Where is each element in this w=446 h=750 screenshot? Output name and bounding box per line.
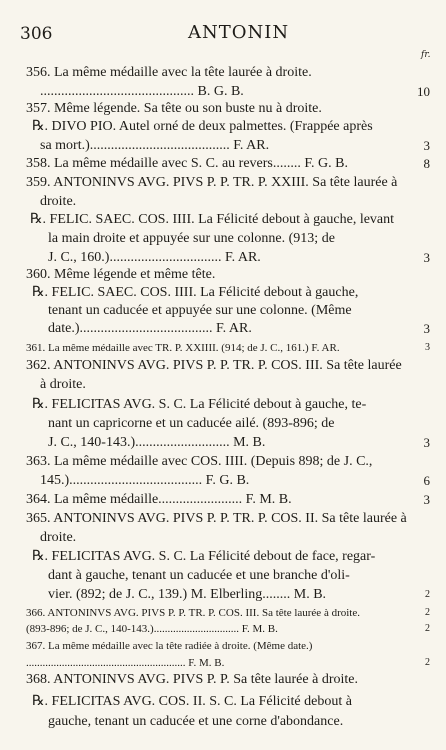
price-value: 3 [423,321,430,336]
text-line: nant un capricorne et un caducée ailé. (893-896; de [48,416,335,431]
text-line: date.)...................................... F. AR. [48,321,252,336]
price-value: 3 [423,435,430,450]
text-line: 362. ANTONINVS AVG. PIVS P. P. TR. P. COS. III. Sa tête laurée [26,358,402,373]
text-line: 363. La même médaille avec COS. IIII. (Depuis 898; de J. C., [26,454,373,469]
price-column-label: fr. [421,50,431,60]
price-value: 3 [423,138,430,153]
text-line: 365. ANTONINVS AVG. PIVS P. P. TR. P. COS. II. Sa tête laurée à [26,511,407,526]
price-value: 6 [423,473,430,488]
price-value: 2 [425,657,430,668]
price-value: 2 [425,607,430,618]
text-line: 359. ANTONINVS AVG. PIVS P. P. TR. P. XXIII. Sa tête laurée à [26,175,398,190]
text-line: 368. ANTONINVS AVG. PIVS P. P. Sa tête laurée à droite. [26,672,358,687]
text-line: dant à gauche, tenant un caducée et une branche d'oli- [48,568,350,583]
price-value: 2 [425,589,430,600]
price-value: 8 [423,156,430,171]
text-line: droite. [40,194,77,209]
text-line: 358. La même médaille avec S. C. au revers........ F. G. B. [26,156,348,171]
text-line: la main droite et appuyée sur une colonne. (913; de [48,231,335,246]
text-line: ℞. FELIC. SAEC. COS. IIII. La Félicité debout à gauche, [32,285,359,300]
text-line: droite. [40,530,77,545]
text-line: ............................................ B. G. B. [40,84,244,99]
price-value: 3 [423,492,430,507]
text-line: vier. (892; de J. C., 139.) M. Elberling........ M. B. [48,587,327,602]
text-line: gauche, tenant un caducée et une corne d'abondance. [48,714,344,729]
page-number: 306 [20,24,53,44]
text-line: 145.)...................................... F. G. B. [40,473,250,488]
text-line: 364. La même médaille........................ F. M. B. [26,492,292,507]
text-line: ℞. DIVO PIO. Autel orné de deux palmettes. (Frappée après [32,119,373,134]
text-line: 361. La même médaille avec TR. P. XXIIII. (914; de J. C., 161.) F. AR. [26,342,340,354]
text-line: J. C., 140-143.)........................... M. B. [48,435,266,450]
price-value: 3 [425,342,430,353]
text-line: .......................................................... F. M. B. [26,657,225,669]
text-line: 356. La même médaille avec la tête laurée à droite. [26,65,312,80]
running-title: ANTONIN [188,22,290,43]
text-line: 367. La même médaille avec la tête radiée à droite. (Même date.) [26,640,313,652]
text-line: ℞. FELIC. SAEC. COS. IIII. La Félicité debout à gauche, levant [30,212,395,227]
text-line: à droite. [40,377,86,392]
text-line: J. C., 160.)................................ F. AR. [48,250,261,265]
text-line: 366. ANTONINVS AVG. PIVS P. P. TR. P. COS. III. Sa tête laurée à droite. [26,607,360,619]
text-line: ℞. FELICITAS AVG. S. C. La Félicité debout à gauche, te- [32,397,367,412]
text-line: tenant un caducée et appuyée sur une colonne. (Même [48,303,352,318]
text-line: (893-896; de J. C., 140-143.)............................... F. M. B. [26,623,278,635]
text-line: ℞. FELICITAS AVG. S. C. La Félicité debout de face, regar- [32,549,376,564]
text-line: ℞. FELICITAS AVG. COS. II. S. C. La Félicité debout à [32,694,352,709]
text-line: 357. Même légende. Sa tête ou son buste nu à droite. [26,101,322,116]
price-value: 2 [425,623,430,634]
price-value: 3 [423,250,430,265]
text-line: 360. Même légende et même tête. [26,267,216,282]
price-value: 10 [417,84,430,99]
text-line: sa mort.)........................................ F. AR. [40,138,270,153]
